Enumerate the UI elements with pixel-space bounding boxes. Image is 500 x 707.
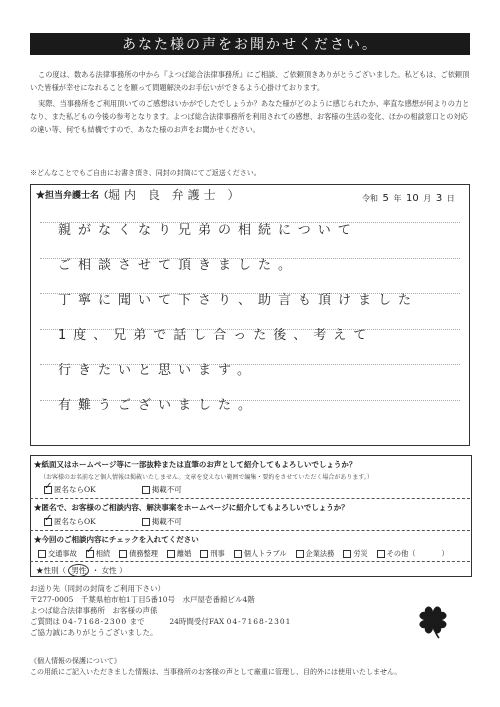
privacy-notice [30,656,401,678]
address: 〒277-0005 千葉県柏市柏1丁目5番10号 水戸屋壱番館ビル4階 [30,595,255,604]
divider [30,498,470,499]
tel-number: 04-7168-2300 [62,617,128,626]
lawyer-label: ★担当弁護士名（ [36,191,109,201]
checkbox-icon[interactable] [234,550,242,558]
date-day: 3 [435,193,443,204]
question-publish: ★紙面又はホームページ等に一部抜粋または直筆のお声として紹介してもよろしいでしょうか？ [34,460,357,469]
option-no-publish-2[interactable]: 掲載不可 [142,516,182,527]
divider [30,530,470,531]
intro-paragraph-2: 実際、当事務所をご利用頂いてのご感想はいかがでしたでしょうか？あなた様がどのように感じられたか、率直な感想が何よりの力となり、また私どもの今後の参考となります。よつば総合法律事務所を利用されての感想、お客様の生活の変化、ほかの相談窓口との対応の違い等、何でも結構ですので、あなた様のお声をお聞かせください。 [30,99,470,134]
send-to: お送り先（同封の封筒をご利用下さい） [30,584,165,593]
date-year: 5 [382,193,389,204]
instruction-note: ※どんなことでもご自由にお書き頂き、同封の封筒にてご返送ください。 [30,169,261,177]
question-category: ★今回のご相談内容にチェックを入れてください [34,535,199,544]
category-inheritance[interactable]: ✓ 相続 [86,549,110,559]
thanks-text: ご協力誠にありがとうございました。 [30,628,158,637]
category-traffic[interactable]: 交通事故 [38,549,77,559]
office-name: よつば総合法律事務所 お客様の声係 [30,606,158,615]
category-labor[interactable]: 労災 [343,549,367,559]
checkbox-checked-icon[interactable] [44,486,52,494]
category-debt[interactable]: 債務整理 [119,549,158,559]
gender-field: ★性別（ 男性 ・ 女性 ） [36,566,127,575]
category-other[interactable]: その他（ ） [377,549,449,559]
date-day-unit: 日 [446,194,455,203]
case-publish-options [44,516,182,527]
gender-male-selected[interactable]: 男性 [68,564,89,577]
checkbox-icon[interactable] [343,550,351,558]
date-era: 令和 [362,194,378,203]
lawyer-name: 堀内 良 弁護士 ） [108,188,244,202]
handwritten-line-6: 有難うございました。 [58,398,259,413]
handwritten-line-5: 行きたいと思います。 [58,363,257,378]
checkbox-checked-icon[interactable] [86,550,94,558]
option-no-publish[interactable]: 掲載不可 [142,484,182,495]
handwritten-line-3: 丁寧に聞いて下さり、助言も頂けました [58,293,419,308]
date-month-unit: 月 [423,194,432,203]
checkbox-icon[interactable] [142,518,150,526]
category-options [38,549,449,559]
gender-female[interactable]: 女性 [101,566,117,575]
question-case-publish: ★匿名で、お客様のご相談内容、解決事案をホームページに紹介してもよろしいでしょうか？ [34,503,349,512]
fax-number: 04-7168-2301 [226,617,292,626]
category-criminal[interactable]: 刑事 [200,549,224,559]
divider [30,561,470,562]
checkbox-checked-icon[interactable] [44,518,52,526]
handwritten-line-4: 1度、兄弟で話し合った後、考えて [58,328,374,343]
checkbox-icon[interactable] [119,550,127,558]
page-title: あなた様の声をお聞かせください。 [30,33,470,55]
checkbox-icon[interactable] [200,550,208,558]
privacy-heading: 《個人情報の保護について》 [30,657,121,665]
checkbox-icon[interactable] [377,550,385,558]
checkbox-icon[interactable] [38,550,46,558]
checkbox-icon[interactable] [296,550,304,558]
handwritten-line-1: 親がなくなり兄弟の相続について [58,223,358,238]
date-field [362,193,457,204]
contact-line: ご質問は 04-7168-2300 まで 24時間受付FAX 04-7168-2301 [30,617,292,626]
intro-text [30,68,472,139]
footer-contact [30,583,470,638]
handwritten-line-2: ご相談させて頂きました。 [58,258,299,273]
intro-paragraph-1: この度は、数ある法律事務所の中から『よつば総合法律事務所』にご相談、ご依頼頂きありがとうございました。私どもは、ご依頼頂いた皆様が幸せになれることを願って問題解決のお手伝いができるよう心掛けております。 [30,70,470,92]
privacy-body: この用紙にご記入いただきました情報は、当事務所のお客様の声として厳重に管理し、目的外には使用いたしません。 [30,668,402,676]
checkbox-icon[interactable] [142,486,150,494]
category-corporate[interactable]: 企業法務 [296,549,335,559]
option-anonymous-ok-2[interactable]: ✓匿名ならOK [44,516,96,527]
option-anonymous-ok[interactable]: ✓匿名ならOK [44,484,96,495]
four-leaf-clover-icon [412,600,454,642]
checkbox-icon[interactable] [167,550,175,558]
category-divorce[interactable]: 離婚 [167,549,191,559]
category-personal[interactable]: 個人トラブル [234,549,287,559]
date-month: 10 [406,193,419,204]
publish-options [44,484,182,495]
question-publish-note: （お客様のお名前など個人情報は掲載いたしません。文章を変えない範囲で編集・要約をさせていただく場合があります。） [40,474,373,481]
date-year-unit: 年 [393,194,402,203]
